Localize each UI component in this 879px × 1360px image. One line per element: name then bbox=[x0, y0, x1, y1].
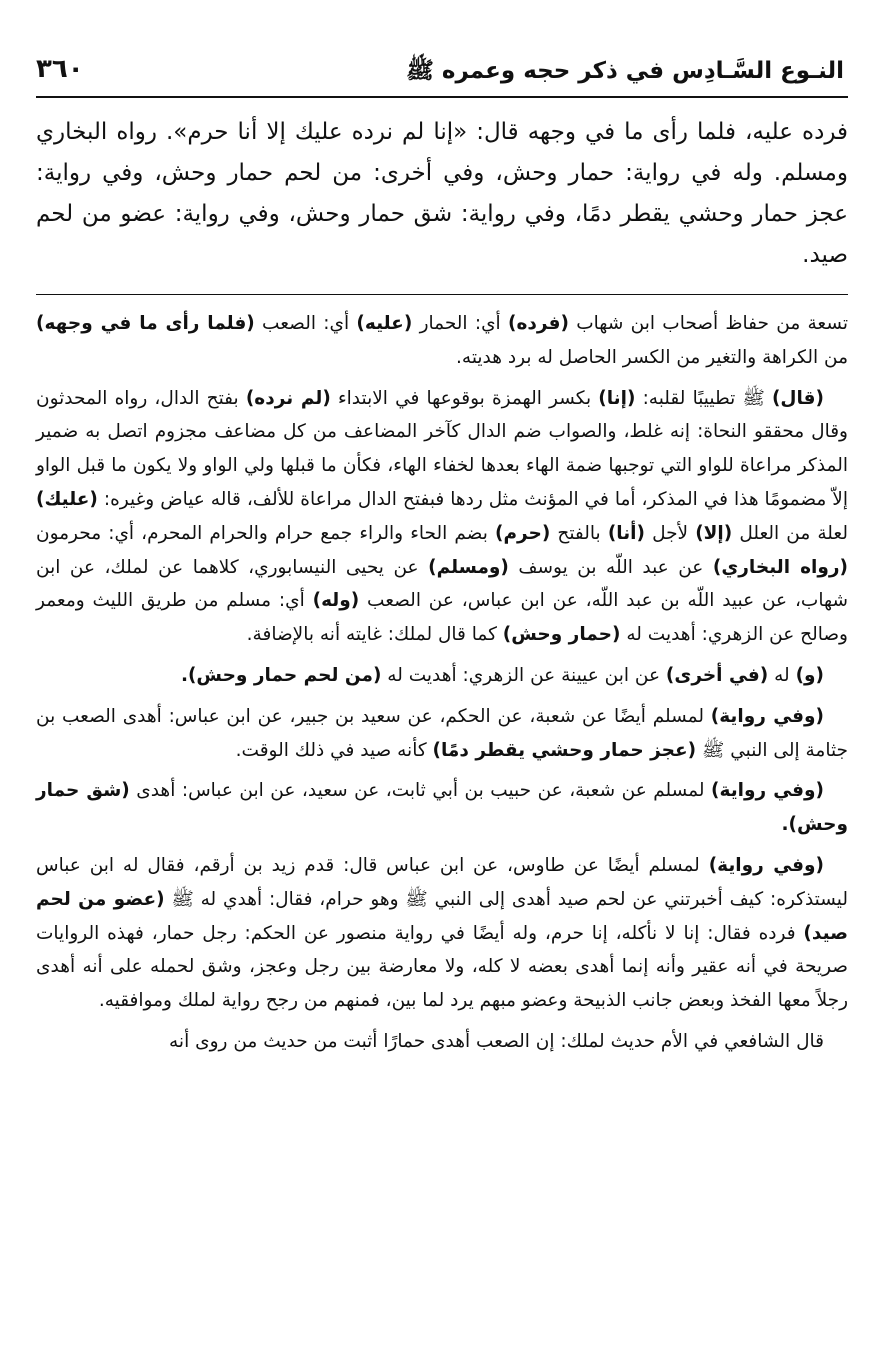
commentary-text: عن عبد اللّه بن يوسف bbox=[508, 556, 713, 578]
commentary-text: أي: مسلم من طريق الليث ومعمر وصالح عن الزهري: أهديت له bbox=[36, 590, 848, 646]
quoted-term: (عليك) bbox=[36, 488, 98, 510]
quoted-term: (إلا) bbox=[695, 522, 733, 544]
commentary-paragraph-7 bbox=[36, 1025, 848, 1059]
quoted-term: (فلما رأى ما في وجهه) bbox=[36, 313, 255, 334]
hadith-paragraph: فرده عليه، فلما رأى ما في وجهه قال: «إنا لم نرده عليك إلا أنا حرم». رواه البخاري ومسلم. وله في رواية: حمار وحش، وفي أخرى: من لحم حمار وحش، وفي رواية: عجز حمار وحشي يقطر دمًا، وفي رواية: شق حمار وحش، وفي رواية: عضو من لحم صيد. bbox=[36, 119, 848, 268]
quoted-term: (وفي رواية) bbox=[708, 854, 824, 876]
quoted-term: (وفي رواية) bbox=[711, 780, 824, 802]
quoted-term: (وفي رواية) bbox=[710, 705, 824, 727]
commentary-text: عن ابن عيينة عن الزهري: أهديت له bbox=[381, 664, 666, 686]
commentary-text: فرده فقال: إنا لا نأكله، إنا حرم، وله أيضًا في رواية منصور عن الحكم: رجل حمار، فهذه الروايات صريحة في أنه عقير وأنه إنما أهدى بعضه لا كله، ولا معارضة بين رجل وعجز، وشق لحمله على أنه أهدى رجلاً معها الفخذ وبعض جانب الذبيحة وعضو مبهم يرد لما بين، فمنهم من رجح رواية لملك وموافقيه. bbox=[36, 922, 848, 1012]
commentary-text: ﷺ تطييبًا لقلبه: bbox=[635, 387, 772, 409]
quoted-term: (من لحم حمار وحش). bbox=[180, 664, 382, 686]
commentary-text: كما قال لملك: غايته أنه بالإضافة. bbox=[246, 624, 503, 646]
commentary-text: كأنه صيد في ذلك الوقت. bbox=[235, 739, 433, 761]
quoted-term: (حرم) bbox=[494, 522, 551, 544]
quoted-term: (لم نرده) bbox=[245, 387, 331, 409]
quoted-term: (رواه البخاري) bbox=[712, 556, 848, 578]
commentary-text: بالفتح bbox=[550, 522, 608, 544]
commentary-paragraph-2 bbox=[36, 382, 848, 652]
commentary-paragraph-3 bbox=[36, 659, 848, 693]
commentary-text: لمسلم أيضًا عن طاوس، عن ابن عباس قال: قدم زيد بن أرقم، فقال له ابن عباس ليستذكره: كيف أخبرتني عن لحم صيد أهدى إلى النبي ﷺ وهو حرام، فقال: أهدي له ﷺ bbox=[36, 854, 848, 910]
quoted-term: (في أخرى) bbox=[665, 664, 769, 686]
quoted-term: (فرده) bbox=[508, 313, 569, 334]
quoted-term: (حمار وحش) bbox=[502, 624, 621, 646]
commentary-text: عن يحيى النيسابوري، كلاهما عن لملك، عن ابن شهاب، عن عبيد اللّه بن عبد اللّه، عن ابن عباس، عن الصعب bbox=[36, 556, 848, 612]
commentary-paragraph-4 bbox=[36, 700, 848, 768]
commentary-text: بضم الحاء والراء جمع حرام والحرام المحرم، أي: محرمون bbox=[36, 522, 495, 544]
commentary-text: له bbox=[768, 664, 796, 686]
commentary-text: من الكراهة والتغير من الكسر الحاصل له برد هديته. bbox=[456, 346, 848, 368]
quoted-term: (ومسلم) bbox=[428, 556, 509, 578]
book-page bbox=[36, 52, 848, 1342]
page-number: ٣٦٠ bbox=[36, 54, 84, 84]
commentary-text: تسعة من حفاظ أصحاب ابن شهاب bbox=[568, 313, 849, 334]
commentary bbox=[36, 307, 848, 1059]
quoted-term: (عضو من لحم صيد) bbox=[36, 888, 848, 944]
commentary-text: لعلة من العلل bbox=[732, 522, 848, 544]
quoted-term: (عجز حمار وحشي يقطر دمًا) bbox=[432, 739, 697, 761]
page-header bbox=[36, 52, 848, 98]
commentary-text: قال الشافعي في الأم حديث لملك: إن الصعب أهدى حمارًا أثبت من حديث من روى أنه bbox=[169, 1030, 824, 1052]
commentary-paragraph-6 bbox=[36, 849, 848, 1018]
commentary-text: لأجل bbox=[644, 522, 696, 544]
commentary-paragraph-5 bbox=[36, 774, 848, 842]
quoted-term: (عليه) bbox=[356, 313, 413, 334]
quoted-term: (وله) bbox=[312, 590, 360, 612]
commentary-text: أي: الحمار bbox=[412, 313, 508, 334]
commentary-text: لمسلم عن شعبة، عن حبيب بن أبي ثابت، عن سعيد، عن ابن عباس: أهدى bbox=[129, 780, 712, 802]
quoted-term: (أنا) bbox=[607, 522, 645, 544]
quoted-term: (قال) bbox=[771, 387, 824, 409]
commentary-paragraph-1 bbox=[36, 307, 848, 375]
commentary-text: أي: الصعب bbox=[254, 313, 357, 334]
quoted-term: (و) bbox=[795, 664, 824, 686]
quoted-term: (شق حمار وحش). bbox=[36, 780, 848, 836]
quoted-term: (إنا) bbox=[598, 387, 636, 409]
footnote-divider bbox=[36, 294, 848, 295]
commentary-text: بفتح الدال، رواه المحدثون وقال محققو النحاة: إنه غلط، والصواب ضم الدال كآخر المضاعف من كل مضاعف مجزوم اتصل به ضمير المذكر مراعاة للواو التي توجبها ضمة الهاء بعدها لخفاء الهاء، فكأن ما قبلها ولي الواو ولا يكون ما قبل الواو إلاّ مضمومًا هذا في المذكر، أما في المؤنث مثل ردها فبفتح الدال مراعاة للألف، قاله عياض وغيره: bbox=[36, 387, 848, 510]
running-title: النـوع السَّـادِس في ذكر حجه وعمره ﷺ bbox=[406, 58, 844, 84]
commentary-text: بكسر الهمزة بوقوعها في الابتداء bbox=[330, 387, 599, 409]
hadith-text bbox=[36, 112, 848, 276]
commentary-text: لمسلم أيضًا عن شعبة، عن الحكم، عن سعيد بن جبير، عن ابن عباس: أهدى الصعب بن جثامة إلى النبي ﷺ bbox=[36, 705, 848, 761]
